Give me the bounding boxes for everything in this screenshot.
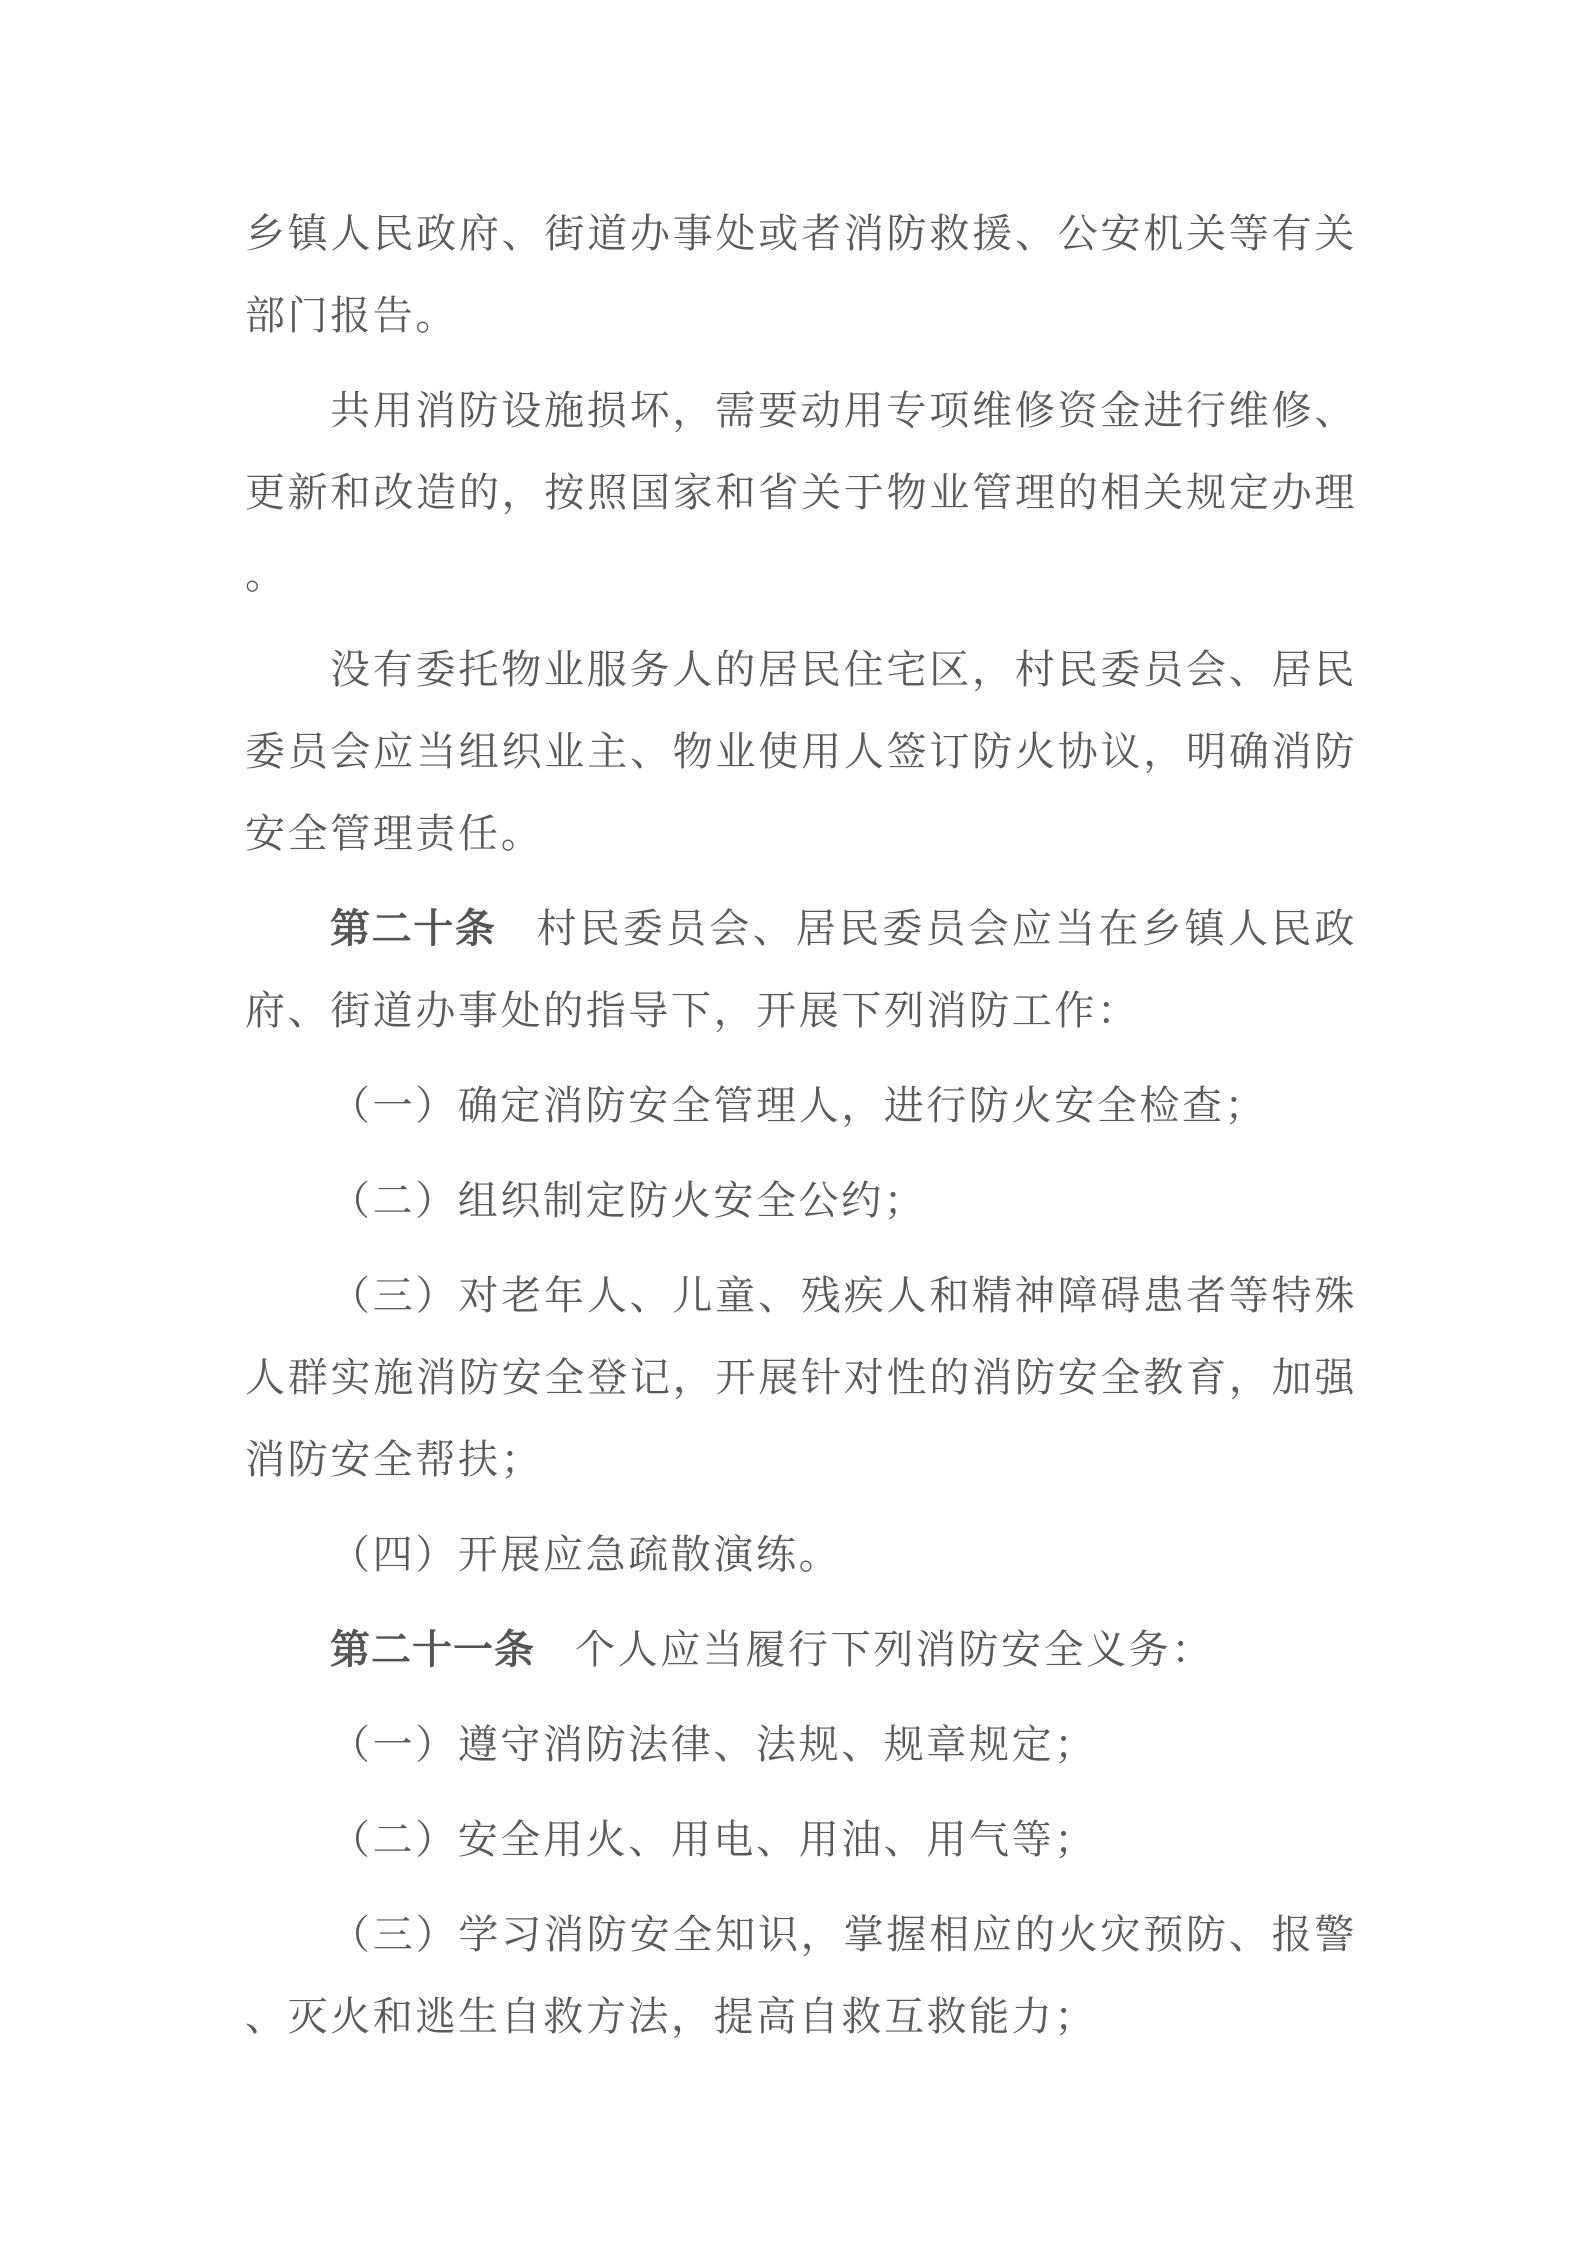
article-number: 第二十条 bbox=[330, 906, 497, 952]
article-text: 个人应当履行下列消防安全义务： bbox=[575, 1627, 1214, 1673]
paragraph-continuation: 乡镇人民政府、街道办事处或者消防救援、公安机关等有关部门报告。 bbox=[245, 211, 1357, 339]
article-20-item-3: （三）对老年人、儿童、残疾人和精神障碍患者等特殊人群实施消防安全登记，开展针对性的消防安全教育，加强消防安全帮扶； bbox=[245, 1273, 1357, 1483]
article-number: 第二十一条 bbox=[330, 1627, 535, 1673]
article-20-item-1: （一）确定消防安全管理人，进行防火安全检查； bbox=[330, 1083, 1268, 1129]
article-21-item-1: （一）遵守消防法律、法规、规章规定； bbox=[330, 1722, 1097, 1768]
article-21-item-3: （三）学习消防安全知识，掌握相应的火灾预防、报警、灭火和逃生自救方法，提高自救互救能力； bbox=[245, 1912, 1357, 2040]
document-page bbox=[245, 193, 1357, 2071]
article-21 bbox=[245, 1609, 1357, 1691]
article-20 bbox=[245, 888, 1357, 1052]
article-20-item-4: （四）开展应急疏散演练。 bbox=[330, 1532, 842, 1578]
article-20-item-2: （二）组织制定防火安全公约； bbox=[330, 1178, 927, 1224]
paragraph-no-property-service: 没有委托物业服务人的居民住宅区，村民委员会、居民委员会应当组织业主、物业使用人签订防火协议，明确消防安全管理责任。 bbox=[245, 647, 1357, 857]
article-text: 村民委员会、居民委员会应当在乡镇人民政府、街道办事处的指导下，开展下列消防工作： bbox=[245, 906, 1358, 1034]
paragraph-shared-facilities: 共用消防设施损坏，需要动用专项维修资金进行维修、更新和改造的，按照国家和省关于物业管理的相关规定办理。 bbox=[245, 388, 1357, 598]
article-21-item-2: （二）安全用火、用电、用油、用气等； bbox=[330, 1817, 1097, 1863]
